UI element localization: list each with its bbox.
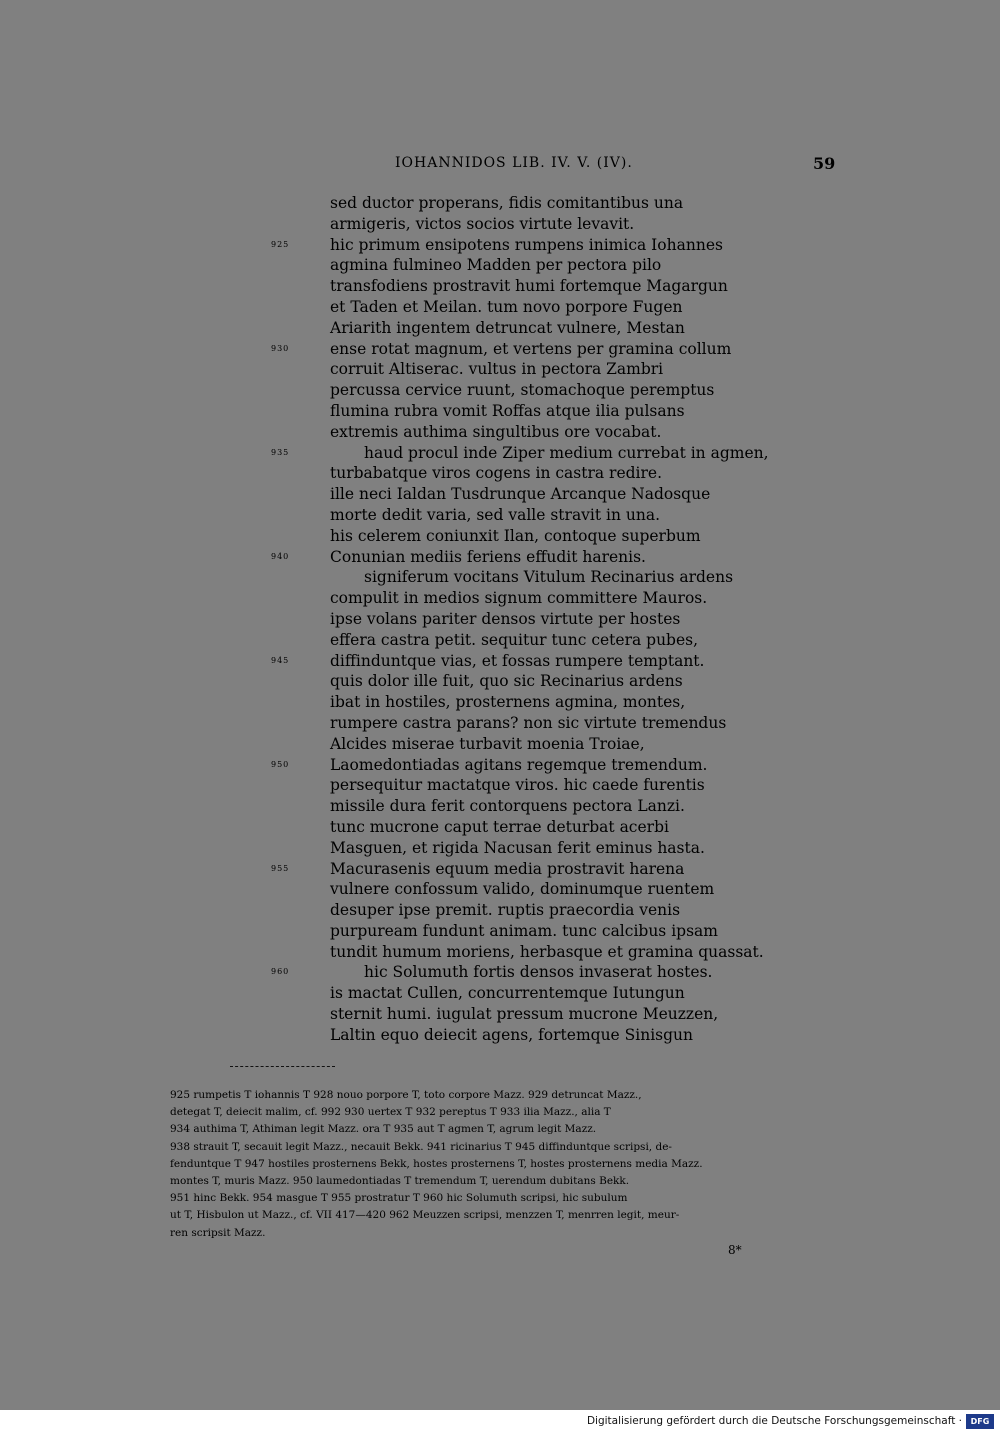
footnote-rule: [230, 1066, 335, 1067]
verse-line: [0, 734, 1000, 755]
page-number: 59: [813, 154, 836, 173]
footnote-line: 925 rumpetis T iohannis T 928 nouo porpore T, toto corpore Mazz. 929 detruncat Mazz.,: [170, 1089, 642, 1101]
verse-line: [0, 422, 1000, 443]
footnote-line: ren scripsit Mazz.: [170, 1226, 266, 1239]
running-head: IOHANNIDOS LIB. IV. V. (IV).: [395, 155, 633, 171]
verse-text: is mactat Cullen, concurrentemque Iutungun: [330, 984, 685, 1003]
verse-text: Conunian mediis feriens effudit harenis.: [330, 547, 646, 566]
verse-line: [0, 255, 1000, 276]
verse-line: [0, 505, 1000, 526]
footnote-line: 951 hinc Bekk. 954 masgue T 955 prostratur T 960 hic Solumuth scripsi, hic subulum: [170, 1192, 628, 1205]
verse-text: his celerem coniunxit Ilan, contoque superbum: [330, 526, 701, 545]
verse-text: ense rotat magnum, et vertens per gramina collum: [330, 339, 732, 358]
verse-line: [0, 193, 1000, 214]
line-number: 925: [271, 239, 290, 249]
verse-text: desuper ipse premit. ruptis praecordia venis: [330, 901, 681, 920]
verse-line: [0, 671, 1000, 692]
verse-line: [0, 609, 1000, 630]
line-number: 935: [271, 447, 290, 457]
footnote-line: montes T, muris Mazz. 950 laumedontiadas T tremendum T, uerendum dubitans Bekk.: [170, 1174, 630, 1187]
verse-text: vulnere confossum valido, dominumque ruentem: [330, 880, 715, 899]
verse-text: missile dura ferit contorquens pectora Lanzi.: [330, 797, 685, 816]
verse-line: [0, 526, 1000, 547]
verse-line: [0, 651, 1000, 672]
verse-line: [0, 942, 1000, 963]
verse-text: ipse volans pariter densos virtute per hostes: [330, 609, 681, 628]
verse-line: [0, 775, 1000, 796]
verse-text: rumpere castra parans? non sic virtute tremendus: [330, 713, 727, 732]
verse-text: Macurasenis equum media prostravit harena: [330, 859, 685, 878]
verse-line: [0, 214, 1000, 235]
verse-line: [0, 318, 1000, 339]
verse-block: [0, 193, 1000, 1046]
signature-mark: 8*: [728, 1243, 742, 1257]
footnote-line: fenduntque T 947 hostiles prosternens Bekk, hostes prosternens T, hostes prosternens media Mazz.: [170, 1157, 703, 1170]
verse-line: [0, 547, 1000, 568]
verse-text: diffinduntque vias, et fossas rumpere temptant.: [330, 651, 705, 670]
verse-line: [0, 817, 1000, 838]
verse-line: [0, 588, 1000, 609]
verse-line: [0, 921, 1000, 942]
verse-text: ille neci Ialdan Tusdrunque Arcanque Nadosque: [330, 485, 711, 504]
verse-text: corruit Altiserac. vultus in pectora Zambri: [330, 360, 664, 379]
verse-text: persequitur mactatque viros. hic caede furentis: [330, 776, 705, 795]
verse-text: haud procul inde Ziper medium currebat in agmen,: [364, 443, 769, 462]
verse-text: percussa cervice ruunt, stomachoque peremptus: [330, 381, 715, 400]
verse-text: et Taden et Meilan. tum novo porpore Fugen: [330, 297, 683, 316]
footnote-line: detegat T, deiecit malim, cf. 992 930 uertex T 932 pereptus T 933 ilia Mazz., alia T: [170, 1106, 611, 1119]
verse-line: [0, 879, 1000, 900]
verse-line: [0, 235, 1000, 256]
verse-text: turbabatque viros cogens in castra redire.: [330, 464, 663, 483]
verse-text: ibat in hostiles, prosternens agmina, montes,: [330, 693, 686, 712]
verse-text: purpuream fundunt animam. tunc calcibus ipsam: [330, 921, 718, 940]
verse-text: Laltin equo deiecit agens, fortemque Sinisgun: [330, 1025, 694, 1044]
verse-text: effera castra petit. sequitur tunc cetera pubes,: [330, 630, 699, 649]
verse-text: extremis authima singultibus ore vocabat.: [330, 422, 662, 441]
verse-line: [0, 484, 1000, 505]
verse-text: tunc mucrone caput terrae deturbat acerbi: [330, 817, 669, 836]
verse-line: [0, 983, 1000, 1004]
verse-line: [0, 692, 1000, 713]
verse-text: sed ductor properans, fidis comitantibus una: [330, 194, 684, 212]
verse-text: morte dedit varia, sed valle stravit in una.: [330, 505, 661, 524]
verse-line: [0, 859, 1000, 880]
verse-text: Alcides miserae turbavit moenia Troiae,: [330, 734, 645, 753]
line-number: 950: [271, 759, 290, 769]
verse-line: [0, 900, 1000, 921]
verse-line: [0, 443, 1000, 464]
verse-text: quis dolor ille fuit, quo sic Recinarius ardens: [330, 672, 683, 691]
verse-line: [0, 359, 1000, 380]
verse-line: [0, 276, 1000, 297]
verse-text: Ariarith ingentem detruncat vulnere, Mestan: [330, 318, 685, 337]
line-number: 940: [271, 551, 290, 561]
verse-text: hic primum ensipotens rumpens inimica Iohannes: [330, 235, 723, 254]
footnote-line: 938 strauit T, secauit legit Mazz., necauit Bekk. 941 ricinarius T 945 diffinduntque scripsi, de-: [170, 1140, 672, 1153]
verse-line: [0, 297, 1000, 318]
verse-text: Laomedontiadas agitans regemque tremendum.: [330, 755, 708, 774]
footnote-line: 934 authima T, Athiman legit Mazz. ora T 935 aut T agmen T, agrum legit Mazz.: [170, 1123, 597, 1136]
line-number: 945: [271, 655, 290, 665]
verse-line: [0, 630, 1000, 651]
verse-line: [0, 755, 1000, 776]
line-number: 960: [271, 967, 290, 977]
verse-line: [0, 713, 1000, 734]
verse-text: flumina rubra vomit Roffas atque ilia pulsans: [330, 401, 685, 420]
verse-line: [0, 567, 1000, 588]
verse-line: [0, 463, 1000, 484]
verse-line: [0, 380, 1000, 401]
verse-line: [0, 796, 1000, 817]
verse-text: signiferum vocitans Vitulum Recinarius ardens: [364, 568, 734, 587]
verse-line: [0, 1025, 1000, 1046]
verse-line: [0, 1004, 1000, 1025]
verse-text: armigeris, victos socios virtute levavit.: [330, 214, 635, 233]
line-number: 955: [271, 863, 290, 873]
verse-text: hic Solumuth fortis densos invaserat hostes.: [364, 963, 713, 982]
line-number: 930: [271, 343, 290, 353]
verse-text: transfodiens prostravit humi fortemque Magargun: [330, 277, 728, 296]
verse-text: Masguen, et rigida Nacusan ferit eminus hasta.: [330, 838, 705, 857]
funding-credit: Digitalisierung gefördert durch die Deutsche Forschungsgemeinschaft ·: [586, 1415, 962, 1427]
verse-text: tundit humum moriens, herbasque et gramina quassat.: [330, 942, 764, 961]
verse-text: sternit humi. iugulat pressum mucrone Meuzzen,: [330, 1005, 719, 1024]
verse-line: [0, 339, 1000, 360]
footnote-line: ut T, Hisbulon ut Mazz., cf. VII 417—420 962 Meuzzen scripsi, menzzen T, menrren legit, meur-: [170, 1209, 680, 1222]
footer-bar: [0, 1410, 1000, 1434]
verse-line: [0, 962, 1000, 983]
verse-text: agmina fulmineo Madden per pectora pilo: [330, 256, 662, 275]
verse-line: [0, 401, 1000, 422]
critical-apparatus: [170, 1087, 830, 1242]
verse-text: compulit in medios signum committere Mauros.: [330, 589, 708, 608]
verse-line: [0, 838, 1000, 859]
dfg-logo-icon: DFG: [966, 1414, 994, 1429]
